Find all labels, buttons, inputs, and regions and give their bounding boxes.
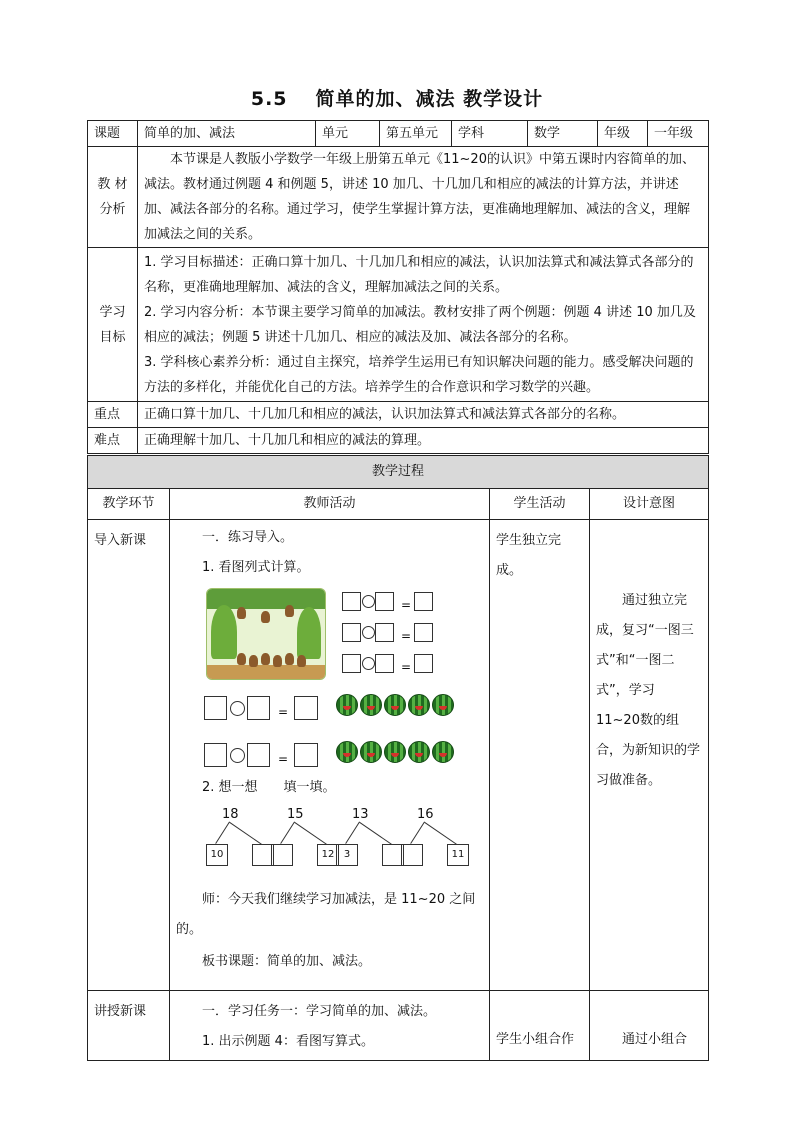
process-title: 教学过程: [88, 456, 709, 489]
answer-box: [414, 623, 433, 642]
goals-list: [138, 248, 709, 402]
intro-teacher: [170, 520, 490, 991]
difficulty-text: 正确理解十加几、十几加几和相应的减法的算理。: [138, 428, 709, 454]
label-difficulty: 难点: [88, 428, 138, 454]
equals-sign: =: [278, 752, 289, 766]
answer-box: [247, 696, 270, 720]
monkey-jungle-picture: [206, 588, 326, 680]
process-table: [87, 455, 709, 1061]
col-student: 学生活动: [490, 489, 590, 520]
watermelon-icon: [408, 694, 430, 716]
watermelon-icon: [432, 741, 454, 763]
subject-value: 数学: [528, 121, 598, 147]
new-student: 学生小组合作: [490, 991, 590, 1061]
tree-branch-line: [424, 822, 457, 845]
answer-box: [414, 654, 433, 673]
unit-value: 第五单元: [380, 121, 452, 147]
answer-box: [414, 592, 433, 611]
new-stage: 讲授新课: [88, 991, 170, 1061]
answer-box: [204, 696, 227, 720]
label-unit: 单元: [316, 121, 380, 147]
tree-top-number: 15: [287, 807, 304, 822]
analysis-text: 本节课是人教版小学数学一年级上册第五单元《11~20的认识》中第五课时内容简单的加、减法。教材通过例题 4 和例题 5，讲述 10 加几、十几加几和相应的减法的计算方法，并讲述加、减法各部分的名称。通过学习，使学生掌握计算方法，更准确地理解加、减法的含义，理解加减法之间的关系。: [138, 147, 709, 248]
watermelon-icon: [384, 694, 406, 716]
col-intent: 设计意图: [590, 489, 709, 520]
intro-line-3: 2. 想一想 填一填。: [202, 780, 336, 795]
answer-box: [247, 743, 270, 767]
label-analysis: 教 材 分析: [88, 147, 138, 248]
intro-line-5: 的。: [176, 922, 203, 937]
tree-branch-line: [294, 822, 327, 845]
watermelon-icon: [336, 694, 358, 716]
goal-item: 1. 学习目标描述：正确口算十加几、十几加几和相应的减法，认识加法算式和减法算式各部分的名称，更准确地理解加、减法的含义，理解加减法之间的关系。: [144, 254, 694, 295]
answer-box: [375, 592, 394, 611]
topic-value: 简单的加、减法: [138, 121, 316, 147]
key-text: 正确口算十加几、十几加几和相应的减法，认识加法算式和减法算式各部分的名称。: [138, 402, 709, 428]
tree-left-box: 3: [336, 844, 358, 866]
title-text: 简单的加、减法 教学设计: [315, 88, 544, 110]
answer-box: [342, 592, 361, 611]
watermelon-icon: [360, 694, 382, 716]
col-stage: 教学环节: [88, 489, 170, 520]
answer-box: [342, 623, 361, 642]
tree-left-box: [271, 844, 293, 866]
new-intent: 通过小组合: [590, 991, 709, 1061]
watermelon-icon: [336, 741, 358, 763]
title-number: 5.5: [250, 88, 288, 110]
operator-circle: [362, 626, 375, 639]
goal-item: 3. 学科核心素养分析：通过自主探究，培养学生运用已有知识解决问题的能力。感受解决问题的方法的多样化，并能优化自己的方法。培养学生的合作意识和学习数学的兴趣。: [144, 354, 694, 395]
tree-branch-line: [359, 822, 392, 845]
grade-value: 一年级: [648, 121, 709, 147]
label-topic: 课题: [88, 121, 138, 147]
tree-branch-line: [229, 822, 262, 845]
tree-top-number: 13: [352, 807, 369, 822]
tree-top-number: 18: [222, 807, 239, 822]
intro-line-6: 板书课题：简单的加、减法。: [202, 954, 372, 969]
equals-sign: =: [278, 705, 289, 719]
equals-sign: =: [401, 598, 412, 612]
tree-right-box: 12: [317, 844, 339, 866]
tree-right-box: 11: [447, 844, 469, 866]
col-teacher: 教师活动: [170, 489, 490, 520]
label-goals: 学习 目标: [88, 248, 138, 402]
intro-stage: 导入新课: [88, 520, 170, 991]
label-key: 重点: [88, 402, 138, 428]
new-teacher: [170, 991, 490, 1061]
label-grade: 年级: [598, 121, 648, 147]
answer-box: [204, 743, 227, 767]
equals-sign: =: [401, 629, 412, 643]
intro-line-2: 1. 看图列式计算。: [202, 560, 310, 575]
watermelon-icon: [384, 741, 406, 763]
page-title: [0, 84, 794, 111]
operator-circle: [230, 701, 245, 716]
watermelon-icon: [360, 741, 382, 763]
answer-box: [375, 623, 394, 642]
intro-line-4: 师：今天我们继续学习加减法，是 11~20 之间: [202, 892, 476, 907]
watermelon-icon: [408, 741, 430, 763]
tree-left-box: 10: [206, 844, 228, 866]
tree-left-box: [401, 844, 423, 866]
operator-circle: [362, 657, 375, 670]
lesson-info-table: [87, 120, 709, 454]
operator-circle: [362, 595, 375, 608]
answer-box: [375, 654, 394, 673]
answer-box: [294, 743, 318, 767]
new-line-2: 1. 出示例题 4：看图写算式。: [202, 1034, 374, 1049]
intro-student: 学生独立完成。: [490, 520, 590, 991]
new-line-1: 一．学习任务一：学习简单的加、减法。: [202, 1004, 437, 1019]
answer-box: [342, 654, 361, 673]
tree-top-number: 16: [417, 807, 434, 822]
operator-circle: [230, 748, 245, 763]
answer-box: [294, 696, 318, 720]
watermelon-icon: [432, 694, 454, 716]
intro-line-1: 一．练习导入。: [202, 530, 294, 545]
label-subject: 学科: [452, 121, 528, 147]
intro-intent: 通过独立完成，复习“一图三式”和“一图二式”，学习 11~20数的组合，为新知识的学习做准备。: [590, 520, 709, 991]
goal-item: 2. 学习内容分析：本节课主要学习简单的加减法。教材安排了两个例题：例题 4 讲述 10 加几及相应的减法；例题 5 讲述十几加几、相应的减法及加、减法各部分的名称。: [144, 304, 696, 345]
equals-sign: =: [401, 660, 412, 674]
